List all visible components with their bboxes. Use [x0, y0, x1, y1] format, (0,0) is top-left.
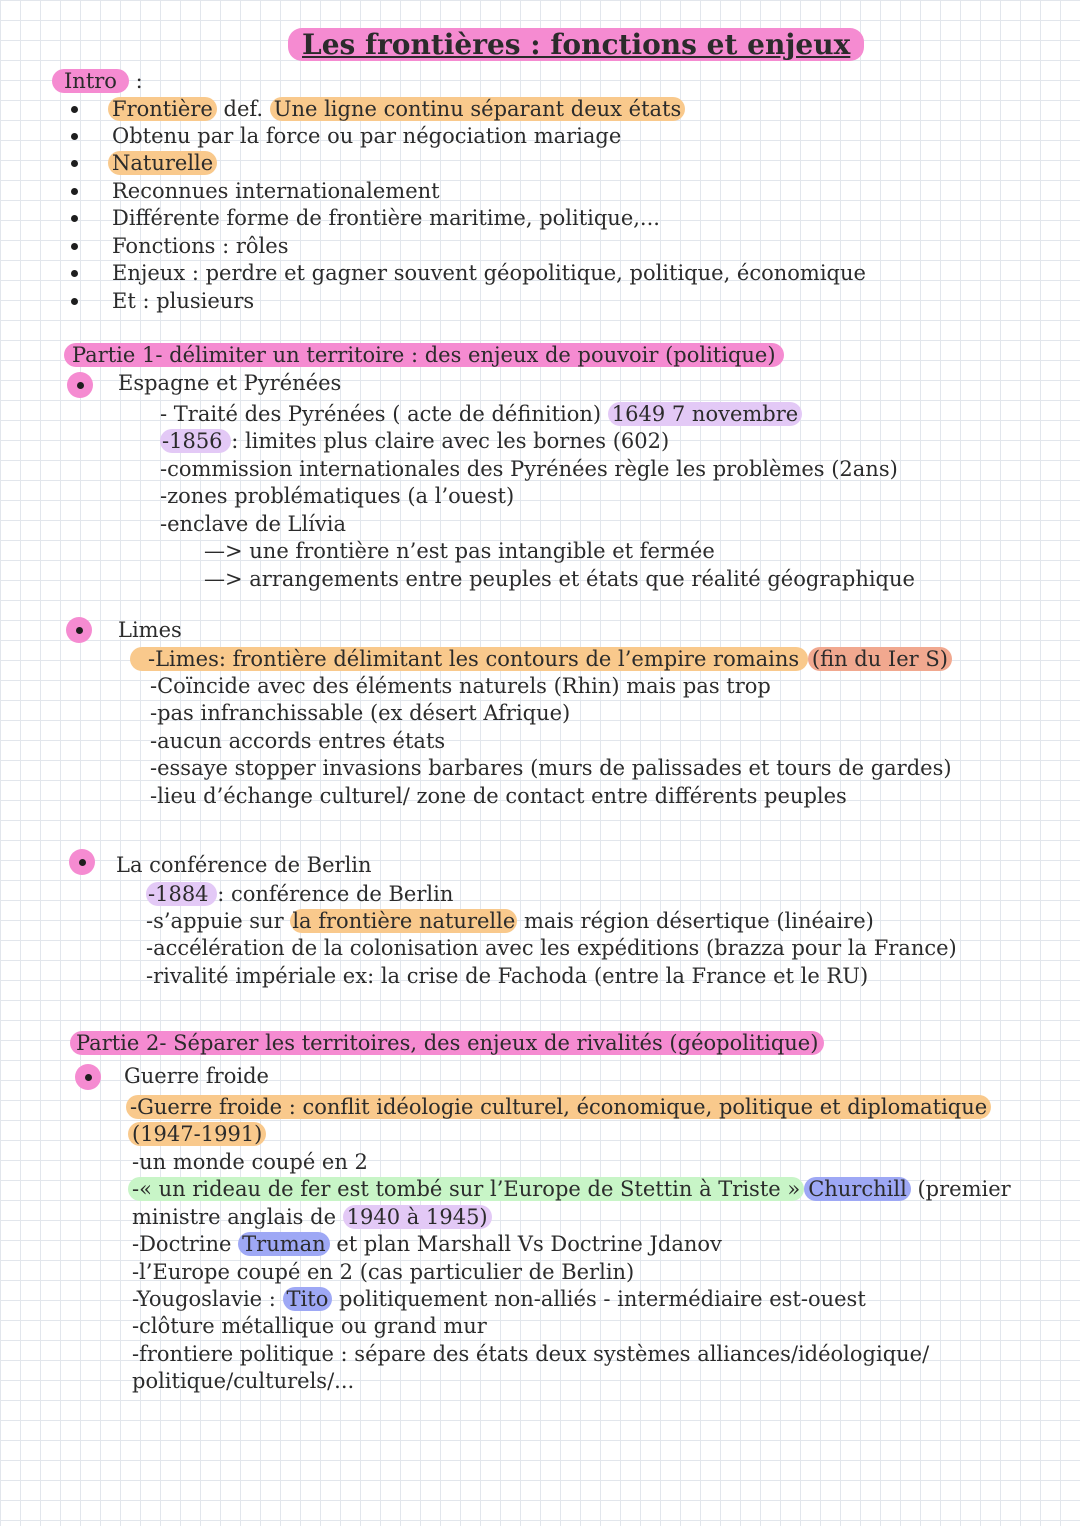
bullet-dot [71, 133, 78, 140]
guerre-line-7 [132, 1286, 866, 1313]
guerre-line-4 [132, 1204, 492, 1231]
text: et plan Marshall Vs Doctrine Jdanov [329, 1232, 722, 1256]
limes-line-1 [130, 646, 952, 673]
highlight-definition: Une ligne continu séparant deux états [270, 97, 686, 121]
limes-line-5: -essaye stopper invasions barbares (murs de palissades et tours de gardes) [150, 756, 952, 780]
berlin-line-4: -rivalité impériale ex: la crise de Fachoda (entre la France et le RU) [146, 964, 869, 988]
highlight-frontiere: Frontière [108, 97, 217, 121]
partie2-heading-text: Partie 2- Séparer les territoires, des enjeux de rivalités (géopolitique) [70, 1031, 824, 1055]
text: : limites plus claire avec les bornes (602) [231, 429, 670, 453]
intro-bullet-4: Reconnues internationalement [112, 179, 440, 203]
intro-bullet-1 [108, 96, 685, 123]
intro-bullet-6: Fonctions : rôles [112, 234, 289, 258]
bullet-dot [71, 215, 78, 222]
intro-colon: : [128, 69, 143, 93]
espagne-line-2 [160, 428, 669, 455]
text: : conférence de Berlin [217, 882, 454, 906]
partie1-heading [64, 342, 784, 369]
text: politiquement non-alliés - intermédiaire est-ouest [332, 1287, 866, 1311]
highlight-person: Churchill [804, 1177, 911, 1201]
text: ministre anglais de [132, 1205, 343, 1229]
berlin-line-2 [146, 908, 874, 935]
guerre-line-10: politique/culturels/... [132, 1369, 355, 1393]
section-bullet [75, 1064, 101, 1090]
intro-bullet-2: Obtenu par la force ou par négociation mariage [112, 124, 622, 148]
text-def: def. [216, 97, 270, 121]
highlight-date: 1940 à 1945) [343, 1205, 492, 1229]
espagne-line-1 [160, 401, 802, 428]
berlin-line-3: -accélération de la colonisation avec les expéditions (brazza pour la France) [146, 936, 957, 960]
espagne-line-3: -commission internationales des Pyrénées règle les problèmes (2ans) [160, 457, 898, 481]
guerre-line-9: -frontiere politique : sépare des états deux systèmes alliances/idéologique/ [132, 1342, 930, 1366]
intro-label: Intro [52, 69, 129, 93]
section-bullet [66, 617, 92, 643]
intro-bullet-5: Différente forme de frontière maritime, politique,... [112, 206, 660, 230]
bullet-dot [71, 270, 78, 277]
intro-bullet-3 [108, 150, 217, 177]
guerre-line-1 [126, 1094, 991, 1121]
page-title [288, 26, 864, 64]
text: mais région désertique (linéaire) [517, 909, 874, 933]
text: - Traité des Pyrénées ( acte de définition) [160, 402, 608, 426]
highlight-naturelle: Naturelle [108, 151, 217, 175]
highlight-person: Tito [283, 1287, 333, 1311]
limes-line-4: -aucun accords entres états [150, 729, 446, 753]
guerre-line-3 [128, 1176, 1011, 1203]
highlight-definition: -Guerre froide : conflit idéologie culturel, économique, politique et diplomatique [126, 1095, 991, 1119]
guerre-line-2: -un monde coupé en 2 [132, 1150, 368, 1174]
guerre-title: Guerre froide [124, 1064, 269, 1088]
highlight-person: Truman [238, 1232, 330, 1256]
section-bullet [69, 849, 95, 875]
highlight-date: -1884 [148, 882, 216, 906]
guerre-line-8: -clôture métallique ou grand mur [132, 1314, 487, 1338]
berlin-line-1 [146, 881, 453, 908]
text: -Doctrine [132, 1232, 239, 1256]
espagne-line-4: -zones problématiques (a l’ouest) [160, 484, 515, 508]
text: (premier [910, 1177, 1011, 1201]
guerre-line-6: -l’Europe coupé en 2 (cas particulier de Berlin) [132, 1260, 635, 1284]
bullet-dot [71, 160, 78, 167]
bullet-dot [71, 106, 78, 113]
espagne-line-7: —> arrangements entre peuples et états que réalité géographique [204, 567, 915, 591]
espagne-line-5: -enclave de Llívia [160, 512, 347, 536]
intro-bullet-7: Enjeux : perdre et gagner souvent géopolitique, politique, économique [112, 261, 866, 285]
bullet-dot [71, 243, 78, 250]
highlight-quote: -« un rideau de fer est tombé sur l’Europe de Stettin à Triste » [128, 1177, 804, 1201]
highlight-frontiere-naturelle: la frontière naturelle [292, 909, 516, 933]
intro-heading [52, 68, 143, 95]
espagne-title: Espagne et Pyrénées [118, 371, 342, 395]
limes-line-6: -lieu d’échange culturel/ zone de contact entre différents peuples [150, 784, 847, 808]
bullet-dot [71, 188, 78, 195]
highlight-date: (fin du Ier S) [808, 647, 952, 671]
berlin-title: La conférence de Berlin [116, 853, 372, 877]
guerre-line-1b [128, 1121, 266, 1148]
highlight-date: (1947-1991) [128, 1122, 266, 1146]
partie1-heading-text: Partie 1- délimiter un territoire : des enjeux de pouvoir (politique) [64, 343, 784, 367]
highlight-date: 1649 7 novembre [608, 402, 802, 426]
guerre-line-5 [132, 1231, 722, 1258]
section-bullet [67, 372, 93, 398]
intro-bullet-8: Et : plusieurs [112, 289, 255, 313]
highlight-date: -1856 [162, 429, 230, 453]
limes-line-2: -Coïncide avec des éléments naturels (Rhin) mais pas trop [150, 674, 771, 698]
bullet-dot [71, 298, 78, 305]
text: -Yougoslavie : [132, 1287, 283, 1311]
partie2-heading [70, 1030, 824, 1057]
text: -s’appuie sur [146, 909, 291, 933]
espagne-line-6: —> une frontière n’est pas intangible et fermée [204, 539, 715, 563]
page-title-text: Les frontières : fonctions et enjeux [288, 28, 864, 61]
limes-title: Limes [118, 618, 182, 642]
limes-line-3: -pas infranchissable (ex désert Afrique) [150, 701, 571, 725]
highlight-definition: -Limes: frontière délimitant les contours de l’empire romains [130, 647, 808, 671]
